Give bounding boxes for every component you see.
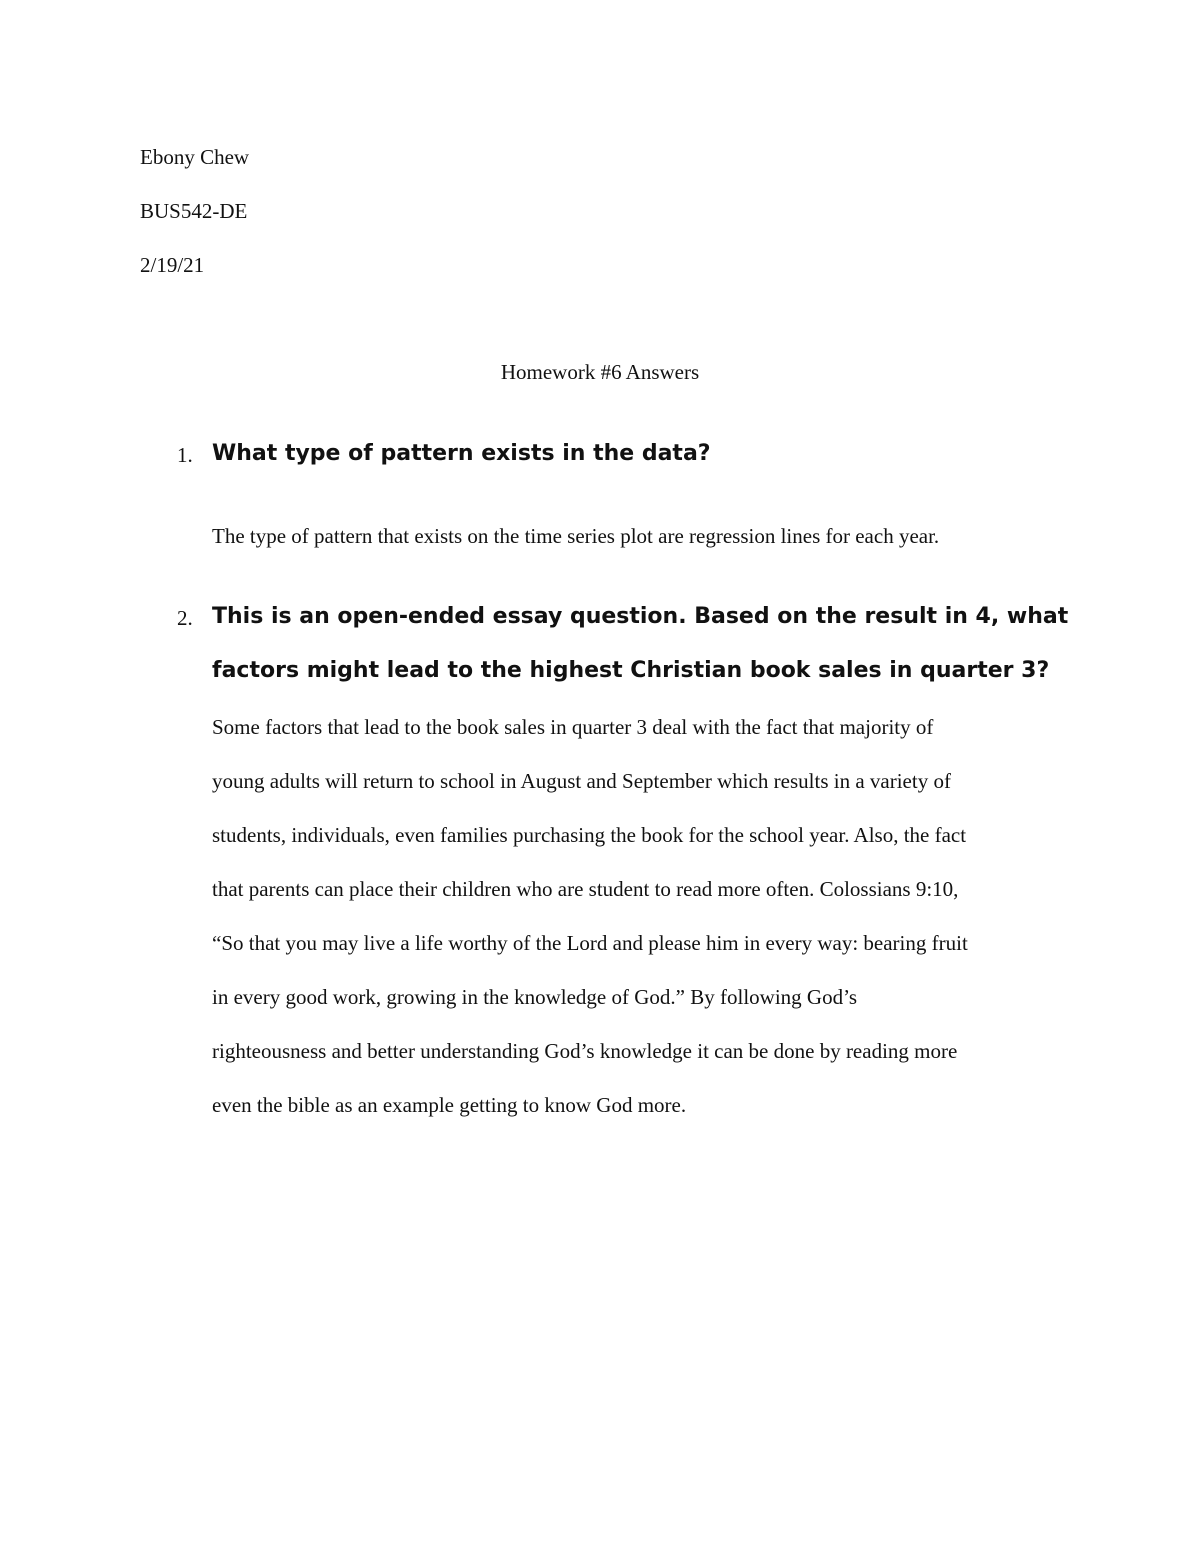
answer-2-line: even the bible as an example getting to know God more.	[212, 1093, 687, 1117]
header-block	[140, 130, 249, 292]
question-1-number: 1.	[177, 443, 193, 467]
question-2-text	[212, 590, 1072, 698]
answer-2-line: young adults will return to school in August and September which results in a variety of	[212, 769, 951, 793]
document-title: Homework #6 Answers	[500, 360, 700, 384]
answer-1	[212, 509, 1092, 563]
answer-2	[212, 700, 1072, 1132]
answer-2-line: in every good work, growing in the knowledge of God.” By following God’s	[212, 985, 858, 1009]
question-2-line: This is an open-ended essay question. Based on the result in 4, what	[212, 604, 1069, 629]
answer-2-line: righteousness and better understanding God’s knowledge it can be done by reading more	[212, 1039, 958, 1063]
author-name: Ebony Chew	[140, 145, 250, 169]
answer-2-line: students, individuals, even families purchasing the book for the school year. Also, the fact	[212, 823, 967, 847]
question-1-line: What type of pattern exists in the data?	[212, 441, 711, 466]
course-code: BUS542-DE	[140, 199, 248, 223]
answer-2-line: that parents can place their children who are student to read more often. Colossians 9:10,	[212, 877, 959, 901]
answer-2-line: “So that you may live a life worthy of the Lord and please him in every way: bearing fruit	[212, 931, 968, 955]
question-1-text	[212, 427, 1072, 481]
answer-1-line: The type of pattern that exists on the time series plot are regression lines for each year.	[212, 524, 940, 548]
document-date: 2/19/21	[140, 253, 205, 277]
question-2-line: factors might lead to the highest Christian book sales in quarter 3?	[212, 658, 1050, 683]
answer-2-line: Some factors that lead to the book sales in quarter 3 deal with the fact that majority of	[212, 715, 934, 739]
question-2-number: 2.	[177, 606, 193, 630]
